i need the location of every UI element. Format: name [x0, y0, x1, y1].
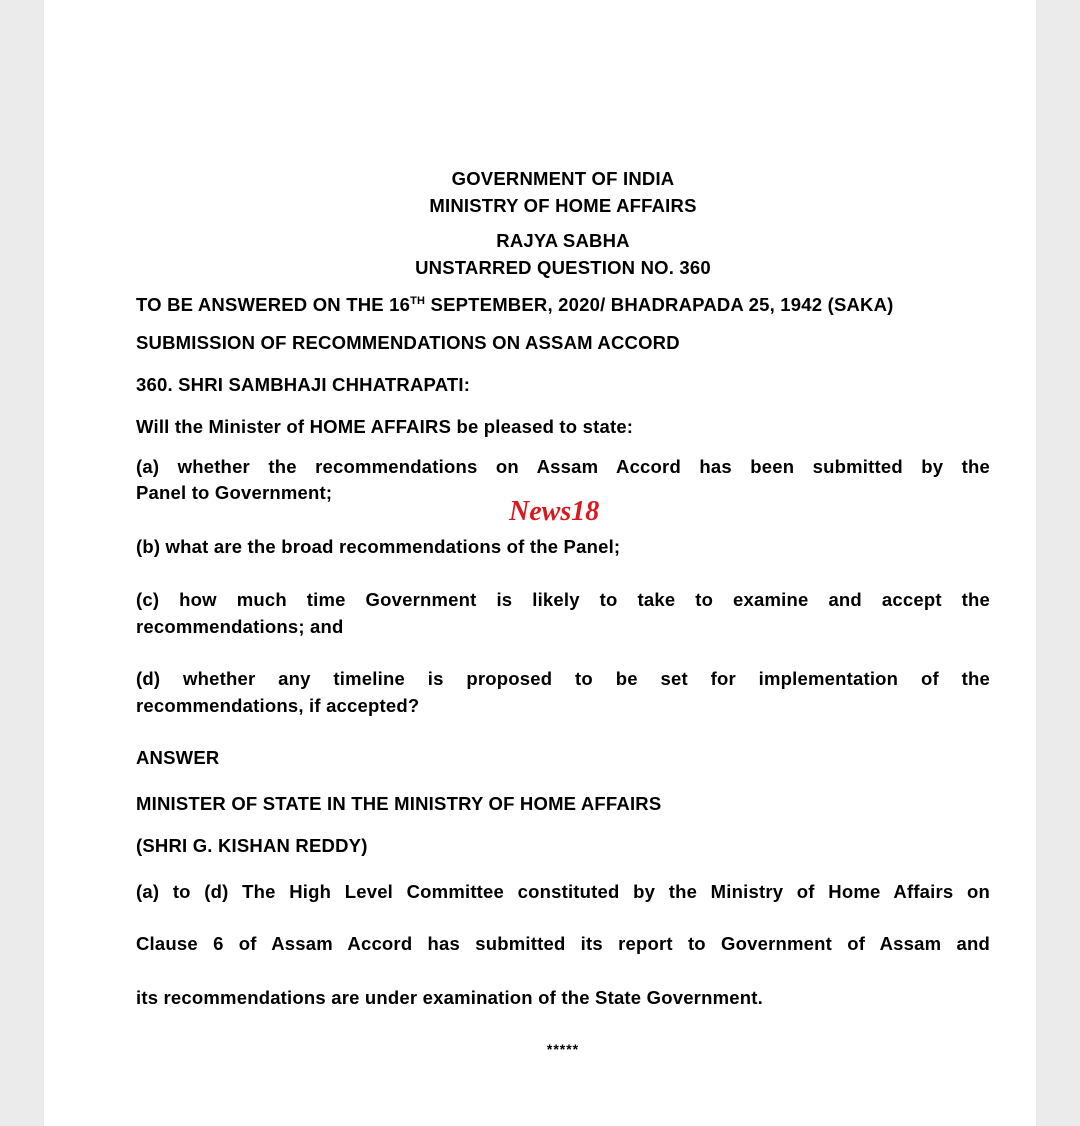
question-a-line1: (a) whether the recommendations on Assam Accord has been submitted by the [136, 456, 990, 477]
answer-line1: (a) to (d) The High Level Committee constituted by the Ministry of Home Affairs on [136, 881, 990, 902]
question-c-line1: (c) how much time Government is likely to take to examine and accept the [136, 589, 990, 610]
question-by: 360. SHRI SAMBHAJI CHHATRAPATI: [136, 374, 471, 395]
subject-line: SUBMISSION OF RECOMMENDATIONS ON ASSAM ACCORD [136, 332, 680, 353]
news18-watermark: News18 [509, 496, 600, 527]
answered-on-suffix: SEPTEMBER, 2020/ BHADRAPADA 25, 1942 (SAKA) [425, 294, 894, 315]
document-page [44, 0, 1036, 1126]
answer-heading: ANSWER [136, 747, 220, 768]
question-d-line2: recommendations, if accepted? [136, 695, 420, 716]
answered-on-prefix: TO BE ANSWERED ON THE 16 [136, 294, 411, 315]
answer-line2: Clause 6 of Assam Accord has submitted its report to Government of Assam and [136, 933, 990, 954]
answer-line3: its recommendations are under examination of the State Government. [136, 987, 763, 1008]
question-a-line2: Panel to Government; [136, 482, 333, 503]
minister-name: (SHRI G. KISHAN REDDY) [136, 835, 368, 856]
header-ministry: MINISTRY OF HOME AFFAIRS [429, 195, 697, 216]
minister-title: MINISTER OF STATE IN THE MINISTRY OF HOME AFFAIRS [136, 793, 662, 814]
answered-on-date [136, 294, 894, 316]
header-house: RAJYA SABHA [496, 230, 630, 251]
header-question-number: UNSTARRED QUESTION NO. 360 [415, 257, 711, 278]
question-c-line2: recommendations; and [136, 616, 344, 637]
question-b-line1: (b) what are the broad recommendations of the Panel; [136, 536, 621, 557]
question-d-line1: (d) whether any timeline is proposed to be set for implementation of the [136, 668, 990, 689]
question-intro: Will the Minister of HOME AFFAIRS be pleased to state: [136, 416, 634, 437]
header-government: GOVERNMENT OF INDIA [451, 168, 675, 189]
end-mark: ***** [546, 1041, 580, 1057]
answered-on-superscript: TH [410, 295, 426, 307]
